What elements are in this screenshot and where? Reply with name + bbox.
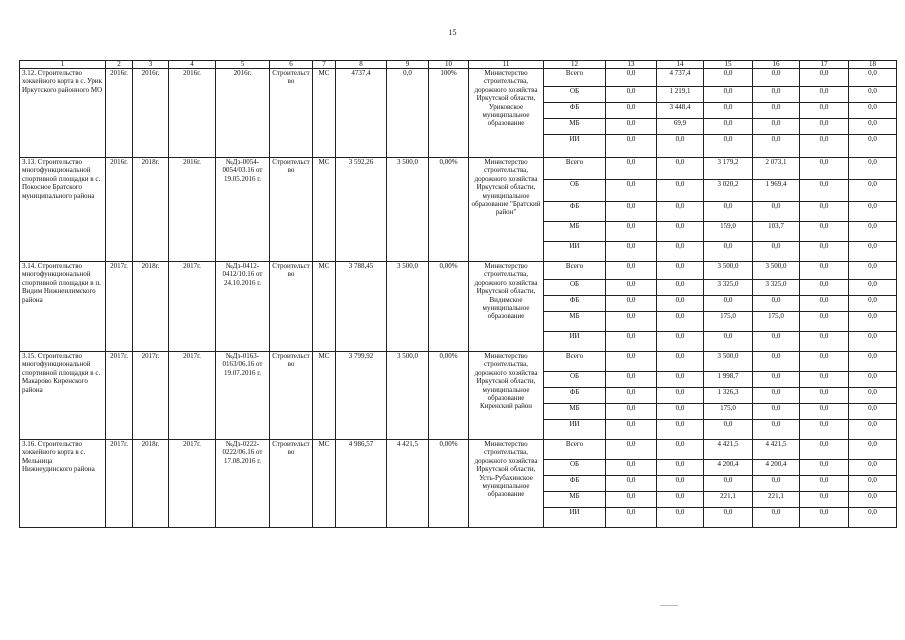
financing-table [19,60,897,528]
funding-source: Всего [544,158,606,180]
project-name: 3.16. Строительство хоккейного корта в с. Мельница Нижнеудинского района [20,440,106,528]
funding-value: 0,0 [849,158,897,180]
funding-value: 0,0 [704,332,753,352]
funding-source: ФБ [544,202,606,222]
capacity-unit: МС [313,69,336,158]
remaining-cost: 3 500,0 [387,158,429,262]
end-year: 2017г. [133,352,169,440]
funding-source: ИИ [544,135,606,158]
capacity-unit: МС [313,440,336,528]
column-number-15: 15 [704,61,753,69]
column-number-18: 18 [849,61,897,69]
funding-source: ФБ [544,103,606,119]
funding-source: ФБ [544,388,606,404]
funding-value: 0,0 [800,242,849,262]
funding-value: 0,0 [704,87,753,103]
estimated-cost: 4 986,57 [336,440,387,528]
responsible-executor: Министерство строительства, дорожного хозяйства Иркутской области, муниципальное образование "Братский район" [469,158,544,262]
funding-value: 0,0 [753,69,800,87]
funding-value: 0,0 [606,242,657,262]
work-type: Строительство [270,352,313,440]
column-number-8: 8 [336,61,387,69]
funding-value: 0,0 [753,332,800,352]
expertise-conclusion: №Дз-0163-0163/06.16 от 19.07.2016 г. [216,352,270,440]
funding-value: 0,0 [657,202,704,222]
funding-value: 159,0 [704,222,753,242]
column-number-14: 14 [657,61,704,69]
funding-value: 69,9 [657,119,704,135]
funding-source: МБ [544,492,606,508]
funding-value: 0,0 [849,119,897,135]
end-year: 2018г. [133,158,169,262]
design-year: 2016г. [169,69,216,158]
funding-value: 0,0 [606,388,657,404]
funding-value: 0,0 [704,476,753,492]
funding-value: 0,0 [800,119,849,135]
funding-value: 0,0 [849,440,897,460]
funding-source: МБ [544,312,606,332]
funding-value: 103,7 [753,222,800,242]
funding-value: 0,0 [849,492,897,508]
remaining-cost: 4 421,5 [387,440,429,528]
start-year: 2017г. [106,262,133,352]
funding-value: 0,0 [753,202,800,222]
responsible-executor: Министерство строительства, дорожного хозяйства Иркутской области, Усть-Рубахинское муниципальное образование [469,440,544,528]
funding-value: 0,0 [800,262,849,280]
funding-value: 0,0 [657,388,704,404]
funding-value: 0,0 [704,242,753,262]
funding-value: 0,0 [657,404,704,420]
funding-value: 221,1 [704,492,753,508]
estimated-cost: 3 788,45 [336,262,387,352]
column-number-2: 2 [106,61,133,69]
funding-value: 3 325,0 [704,280,753,296]
funding-value: 4 200,4 [704,460,753,476]
funding-value: 0,0 [606,69,657,87]
funding-value: 0,0 [704,420,753,440]
work-type: Строительство [270,69,313,158]
funding-value: 0,0 [657,158,704,180]
funding-value: 1 219,1 [657,87,704,103]
end-year: 2018г. [133,440,169,528]
funding-value: 0,0 [606,420,657,440]
funding-value: 0,0 [753,135,800,158]
column-number-17: 17 [800,61,849,69]
funding-value: 3 500,0 [753,262,800,280]
funding-value: 175,0 [704,312,753,332]
funding-value: 0,0 [753,296,800,312]
readiness-percent: 0,00% [429,262,469,352]
project-name: 3.13. Строительство многофункциональной спортивной площадки в с. Покосное Братского муниципального района [20,158,106,262]
funding-value: 0,0 [657,135,704,158]
funding-value: 0,0 [800,69,849,87]
funding-value: 0,0 [606,180,657,202]
column-number-11: 11 [469,61,544,69]
table-row [20,69,897,87]
design-year: 2017г. [169,262,216,352]
funding-value: 0,0 [800,222,849,242]
column-number-13: 13 [606,61,657,69]
funding-value: 0,0 [704,135,753,158]
column-number-6: 6 [270,61,313,69]
funding-value: 0,0 [849,222,897,242]
funding-value: 0,0 [849,312,897,332]
funding-value: 0,0 [849,87,897,103]
funding-value: 0,0 [849,332,897,352]
funding-value: 0,0 [606,460,657,476]
work-type: Строительство [270,440,313,528]
funding-value: 0,0 [704,202,753,222]
funding-value: 0,0 [657,460,704,476]
capacity-unit: МС [313,158,336,262]
project-name: 3.14. Строительство многофункциональной спортивной площадки в п. Видим Нижнеилимского района [20,262,106,352]
funding-value: 0,0 [849,404,897,420]
funding-value: 0,0 [800,388,849,404]
funding-source: Всего [544,440,606,460]
funding-value: 0,0 [606,262,657,280]
funding-value: 0,0 [849,352,897,372]
expertise-conclusion: 2016г. [216,69,270,158]
capacity-unit: МС [313,262,336,352]
funding-value: 0,0 [657,508,704,528]
estimated-cost: 3 592,26 [336,158,387,262]
funding-value: 175,0 [753,312,800,332]
funding-value: 0,0 [800,87,849,103]
column-number-1: 1 [20,61,106,69]
funding-source: МБ [544,119,606,135]
funding-value: 0,0 [800,280,849,296]
funding-value: 4 737,4 [657,69,704,87]
funding-value: 0,0 [606,476,657,492]
funding-value: 0,0 [657,476,704,492]
funding-value: 0,0 [704,119,753,135]
funding-value: 0,0 [849,262,897,280]
funding-value: 0,0 [800,135,849,158]
remaining-cost: 3 500,0 [387,262,429,352]
table-row [20,262,897,280]
funding-value: 0,0 [753,420,800,440]
remaining-cost: 3 500,0 [387,352,429,440]
start-year: 2017г. [106,440,133,528]
funding-value: 0,0 [657,262,704,280]
funding-value: 0,0 [849,202,897,222]
funding-value: 0,0 [800,420,849,440]
funding-value: 0,0 [657,280,704,296]
funding-value: 0,0 [753,352,800,372]
funding-value: 0,0 [606,103,657,119]
funding-value: 0,0 [606,296,657,312]
funding-value: 175,0 [704,404,753,420]
funding-value: 0,0 [849,460,897,476]
funding-source: МБ [544,222,606,242]
work-type: Строительство [270,158,313,262]
funding-value: 1 326,3 [704,388,753,404]
funding-value: 0,0 [800,476,849,492]
funding-source: ОБ [544,87,606,103]
table-row [20,158,897,180]
responsible-executor: Министерство строительства, дорожного хозяйства Иркутской области, Видимское муниципальное образование [469,262,544,352]
funding-value: 221,1 [753,492,800,508]
funding-value: 0,0 [606,202,657,222]
funding-value: 0,0 [606,440,657,460]
readiness-percent: 100% [429,69,469,158]
funding-value: 0,0 [800,372,849,388]
funding-value: 0,0 [606,135,657,158]
funding-value: 0,0 [657,492,704,508]
funding-value: 0,0 [849,180,897,202]
funding-source: ОБ [544,372,606,388]
expertise-conclusion: №Дз-0222-0222/06.16 от 17.08.2016 г. [216,440,270,528]
funding-value: 3 179,2 [704,158,753,180]
funding-source: Всего [544,352,606,372]
column-number-16: 16 [753,61,800,69]
start-year: 2016г. [106,69,133,158]
header-row [20,61,897,69]
table-body [20,61,897,528]
funding-value: 3 325,0 [753,280,800,296]
page-number: 15 [448,28,457,37]
funding-value: 0,0 [657,372,704,388]
design-year: 2016г. [169,158,216,262]
funding-value: 3 500,0 [704,262,753,280]
start-year: 2017г. [106,352,133,440]
funding-value: 0,0 [657,242,704,262]
funding-value: 0,0 [800,440,849,460]
funding-value: 0,0 [800,296,849,312]
readiness-percent: 0,00% [429,158,469,262]
funding-source: Всего [544,262,606,280]
readiness-percent: 0,00% [429,352,469,440]
funding-value: 0,0 [849,280,897,296]
funding-value: 0,0 [849,508,897,528]
column-number-4: 4 [169,61,216,69]
funding-value: 0,0 [849,372,897,388]
funding-value: 0,0 [753,508,800,528]
scan-mark [660,605,678,606]
funding-value: 4 421,5 [753,440,800,460]
funding-source: ИИ [544,332,606,352]
funding-source: ОБ [544,280,606,296]
funding-value: 0,0 [849,420,897,440]
funding-value: 0,0 [849,135,897,158]
column-number-5: 5 [216,61,270,69]
funding-value: 0,0 [753,103,800,119]
funding-value: 0,0 [657,222,704,242]
start-year: 2016г. [106,158,133,262]
funding-value: 0,0 [800,312,849,332]
funding-value: 0,0 [606,119,657,135]
funding-value: 0,0 [800,492,849,508]
funding-value: 4 421,5 [704,440,753,460]
funding-value: 0,0 [606,158,657,180]
funding-source: ОБ [544,180,606,202]
funding-value: 0,0 [800,202,849,222]
funding-value: 0,0 [657,440,704,460]
funding-value: 0,0 [606,222,657,242]
funding-value: 0,0 [606,87,657,103]
remaining-cost: 0,0 [387,69,429,158]
column-number-7: 7 [313,61,336,69]
end-year: 2018г. [133,262,169,352]
funding-value: 0,0 [753,242,800,262]
funding-value: 0,0 [800,158,849,180]
funding-value: 0,0 [657,296,704,312]
column-number-9: 9 [387,61,429,69]
column-number-10: 10 [429,61,469,69]
funding-value: 0,0 [657,420,704,440]
funding-value: 0,0 [753,372,800,388]
funding-value: 0,0 [704,296,753,312]
expertise-conclusion: №Дз-0412-0412/10.16 от 24.10.2016 г. [216,262,270,352]
funding-value: 0,0 [849,296,897,312]
funding-value: 0,0 [704,103,753,119]
funding-source: ИИ [544,242,606,262]
funding-value: 0,0 [849,69,897,87]
funding-value: 0,0 [704,508,753,528]
funding-source: ИИ [544,420,606,440]
design-year: 2017г. [169,352,216,440]
column-number-12: 12 [544,61,606,69]
funding-value: 1 998,7 [704,372,753,388]
funding-source: ФБ [544,296,606,312]
work-type: Строительство [270,262,313,352]
project-name: 3.12. Строительство хоккейного корта в с. Урик Иркутского районного МО [20,69,106,158]
funding-value: 0,0 [800,404,849,420]
column-number-3: 3 [133,61,169,69]
funding-value: 0,0 [657,312,704,332]
funding-value: 0,0 [704,69,753,87]
funding-value: 0,0 [606,492,657,508]
funding-value: 0,0 [800,180,849,202]
funding-value: 2 073,1 [753,158,800,180]
funding-value: 3 500,0 [704,352,753,372]
funding-value: 0,0 [606,352,657,372]
funding-value: 0,0 [800,332,849,352]
readiness-percent: 0,00% [429,440,469,528]
funding-value: 0,0 [753,87,800,103]
funding-value: 0,0 [753,119,800,135]
funding-value: 0,0 [657,332,704,352]
funding-value: 0,0 [606,332,657,352]
design-year: 2017г. [169,440,216,528]
funding-source: ФБ [544,476,606,492]
funding-value: 0,0 [606,404,657,420]
funding-value: 0,0 [606,372,657,388]
funding-value: 4 200,4 [753,460,800,476]
funding-value: 1 969,4 [753,180,800,202]
expertise-conclusion: №Дз-0054-0054/03.16 от 19.05.2016 г. [216,158,270,262]
funding-value: 0,0 [800,508,849,528]
funding-value: 0,0 [753,476,800,492]
funding-source: Всего [544,69,606,87]
funding-value: 0,0 [849,388,897,404]
funding-value: 0,0 [849,242,897,262]
funding-value: 3 448,4 [657,103,704,119]
funding-value: 0,0 [606,508,657,528]
table-row [20,352,897,372]
estimated-cost: 3 799,92 [336,352,387,440]
end-year: 2016г. [133,69,169,158]
funding-value: 0,0 [849,103,897,119]
estimated-cost: 4737,4 [336,69,387,158]
funding-value: 0,0 [606,312,657,332]
funding-value: 0,0 [849,476,897,492]
funding-value: 0,0 [606,280,657,296]
table-row [20,440,897,460]
funding-value: 0,0 [753,388,800,404]
funding-value: 0,0 [657,180,704,202]
funding-value: 0,0 [800,460,849,476]
funding-source: ИИ [544,508,606,528]
funding-value: 0,0 [800,352,849,372]
funding-value: 0,0 [800,103,849,119]
funding-value: 0,0 [657,352,704,372]
funding-source: ОБ [544,460,606,476]
responsible-executor: Министерство строительства, дорожного хозяйства Иркутской области, Уриковское муниципальное образование [469,69,544,158]
funding-source: МБ [544,404,606,420]
funding-value: 0,0 [753,404,800,420]
funding-value: 3 020,2 [704,180,753,202]
responsible-executor: Министерство строительства, дорожного хозяйства Иркутской области, муниципальное образование Киренский район [469,352,544,440]
project-name: 3.15. Строительство многофункциональной спортивной площадки в с. Макарово Киренского района [20,352,106,440]
capacity-unit: МС [313,352,336,440]
